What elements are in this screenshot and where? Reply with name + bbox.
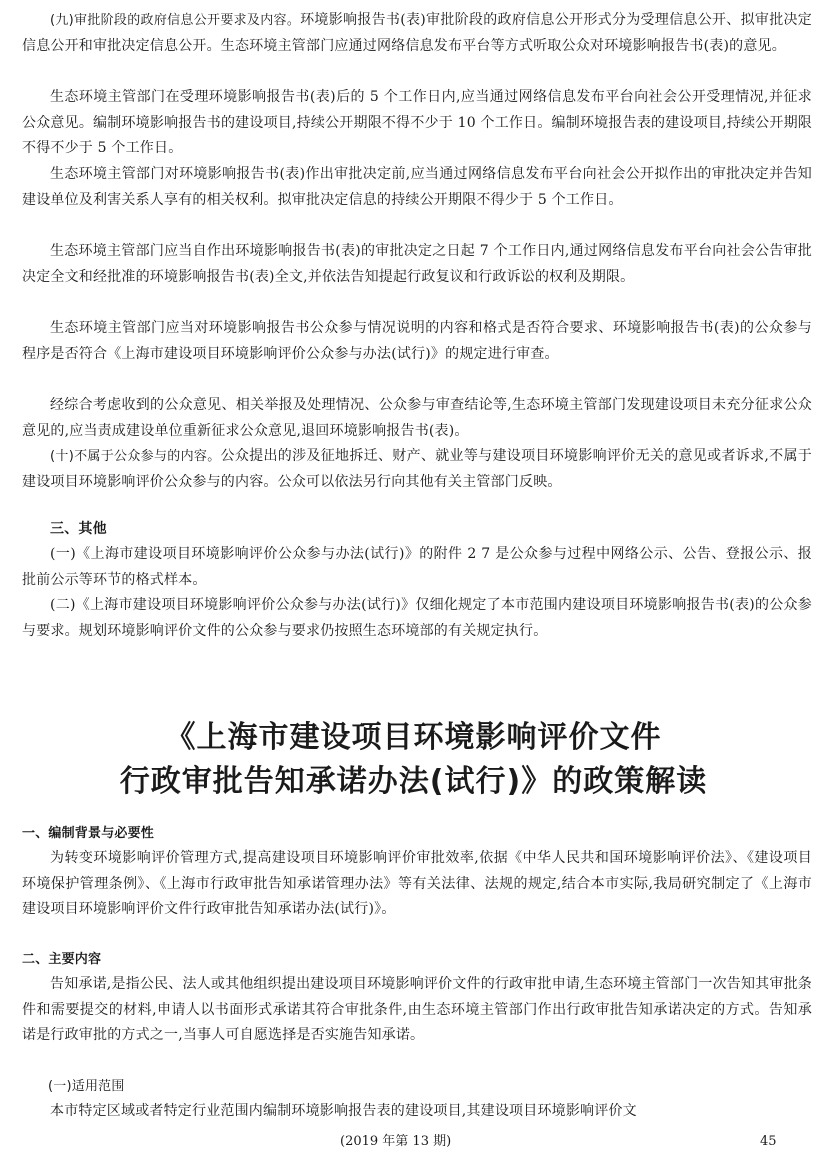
paragraph-scope: 本市特定区域或者特定行业范围内编制环境影响报告表的建设项目,其建设项目环境影响评价文: [50, 1103, 637, 1119]
footer-issue: (2019 年第 13 期): [340, 1134, 452, 1149]
subheading-9: (九)审批阶段的政府信息公开要求及内容。: [50, 13, 301, 28]
article-title-line-1: 《上海市建设项目环境影响评价文件: [165, 720, 662, 755]
section-heading-other: 三、其他: [50, 521, 107, 537]
section-heading-main-content: 二、主要内容: [22, 952, 102, 967]
paragraph-background: 为转变环境影响评价管理方式,提高建设项目环境影响评价审批效率,依据《中华人民共和国环境影响评价法》、《建设项目环境保护管理条例》、《上海市行政审批告知承诺管理办法》等有关法律、法规的规定,结合本市实际,我局研究制定了《上海市建设项目环境影响评价文件行政审批告知承诺办法(试行)》。: [22, 850, 812, 917]
paragraph-acceptance: 生态环境主管部门在受理环境影响报告书(表)后的 5 个工作日内,应当通过网络信息发布平台向社会公开受理情况,并征求公众意见。编制环境影响报告书的建设项目,持续公开期限不得不少于 10 个工作日。编制环境报告表的建设项目,持续公开期限不得不少于 5 个工作日。: [22, 89, 812, 156]
paragraph-return: 经综合考虑收到的公众意见、相关举报及处理情况、公众参与审查结论等,生态环境主管部门发现建设项目未充分征求公众意见的,应当责成建设单位重新征求公众意见,退回环境影响报告书(表)。: [22, 397, 812, 439]
paragraph-body: 公众提出的涉及征地拆迁、财产、就业等与建设项目环境影响评价无关的意见或者诉求,不属于建设项目环境影响评价公众参与的内容。公众可以依法另行向其他有关主管部门反映。: [22, 448, 812, 490]
paragraph-other-2: (二)《上海市建设项目环境影响评价公众参与办法(试行)》仅细化规定了本市范围内建设项目环境影响报告书(表)的公众参与要求。规划环境影响评价文件的公众参与要求仍按照生态环境部的有关规定执行。: [22, 597, 812, 639]
paragraph-review: 生态环境主管部门应当对环境影响报告书公众参与情况说明的内容和格式是否符合要求、环境影响报告书(表)的公众参与程序是否符合《上海市建设项目环境影响评价公众参与办法(试行)》的规定进行审查。: [22, 320, 812, 362]
paragraph-10-scope: [22, 444, 812, 495]
paragraph-decision-announcement: 生态环境主管部门应当自作出环境影响报告书(表)的审批决定之日起 7 个工作日内,通过网络信息发布平台向社会公告审批决定全文和经批准的环境影响报告书(表)全文,并依法告知提起行政复议和行政诉讼的权利及期限。: [22, 243, 812, 285]
article-title-line-2: 行政审批告知承诺办法(试行)》的政策解读: [119, 764, 708, 799]
paragraph-other-1: (一)《上海市建设项目环境影响评价公众参与办法(试行)》的附件 2 7 是公众参与过程中网络公示、公告、登报公示、报批前公示等环节的格式样本。: [22, 546, 812, 588]
paragraph-9-disclosure: [22, 8, 812, 59]
subheading-10: (十)不属于公众参与的内容。: [50, 449, 221, 464]
subheading-scope: (一)适用范围: [48, 1079, 125, 1094]
section-heading-background: 一、编制背景与必要性: [22, 826, 155, 841]
paragraph-proposed-decision: 生态环境主管部门对环境影响报告书(表)作出审批决定前,应当通过网络信息发布平台向社会公开拟作出的审批决定并告知建设单位及利害关系人享有的相关权利。拟审批决定信息的持续公开期限不得少于 5 个工作日。: [22, 166, 812, 208]
page-number: 45: [760, 1134, 777, 1149]
paragraph-body: 环境影响报告书(表)审批阶段的政府信息公开形式分为受理信息公开、拟审批决定信息公开和审批决定信息公开。生态环境主管部门应通过网络信息发布平台等方式听取公众对环境影响报告书(表)的意见。: [22, 12, 812, 54]
paragraph-main-content: 告知承诺,是指公民、法人或其他组织提出建设项目环境影响评价文件的行政审批申请,生态环境主管部门一次告知其审批条件和需要提交的材料,申请人以书面形式承诺其符合审批条件,由生态环境主管部门作出行政审批告知承诺决定的方式。告知承诺是行政审批的方式之一,当事人可自愿选择是否实施告知承诺。: [22, 976, 812, 1043]
